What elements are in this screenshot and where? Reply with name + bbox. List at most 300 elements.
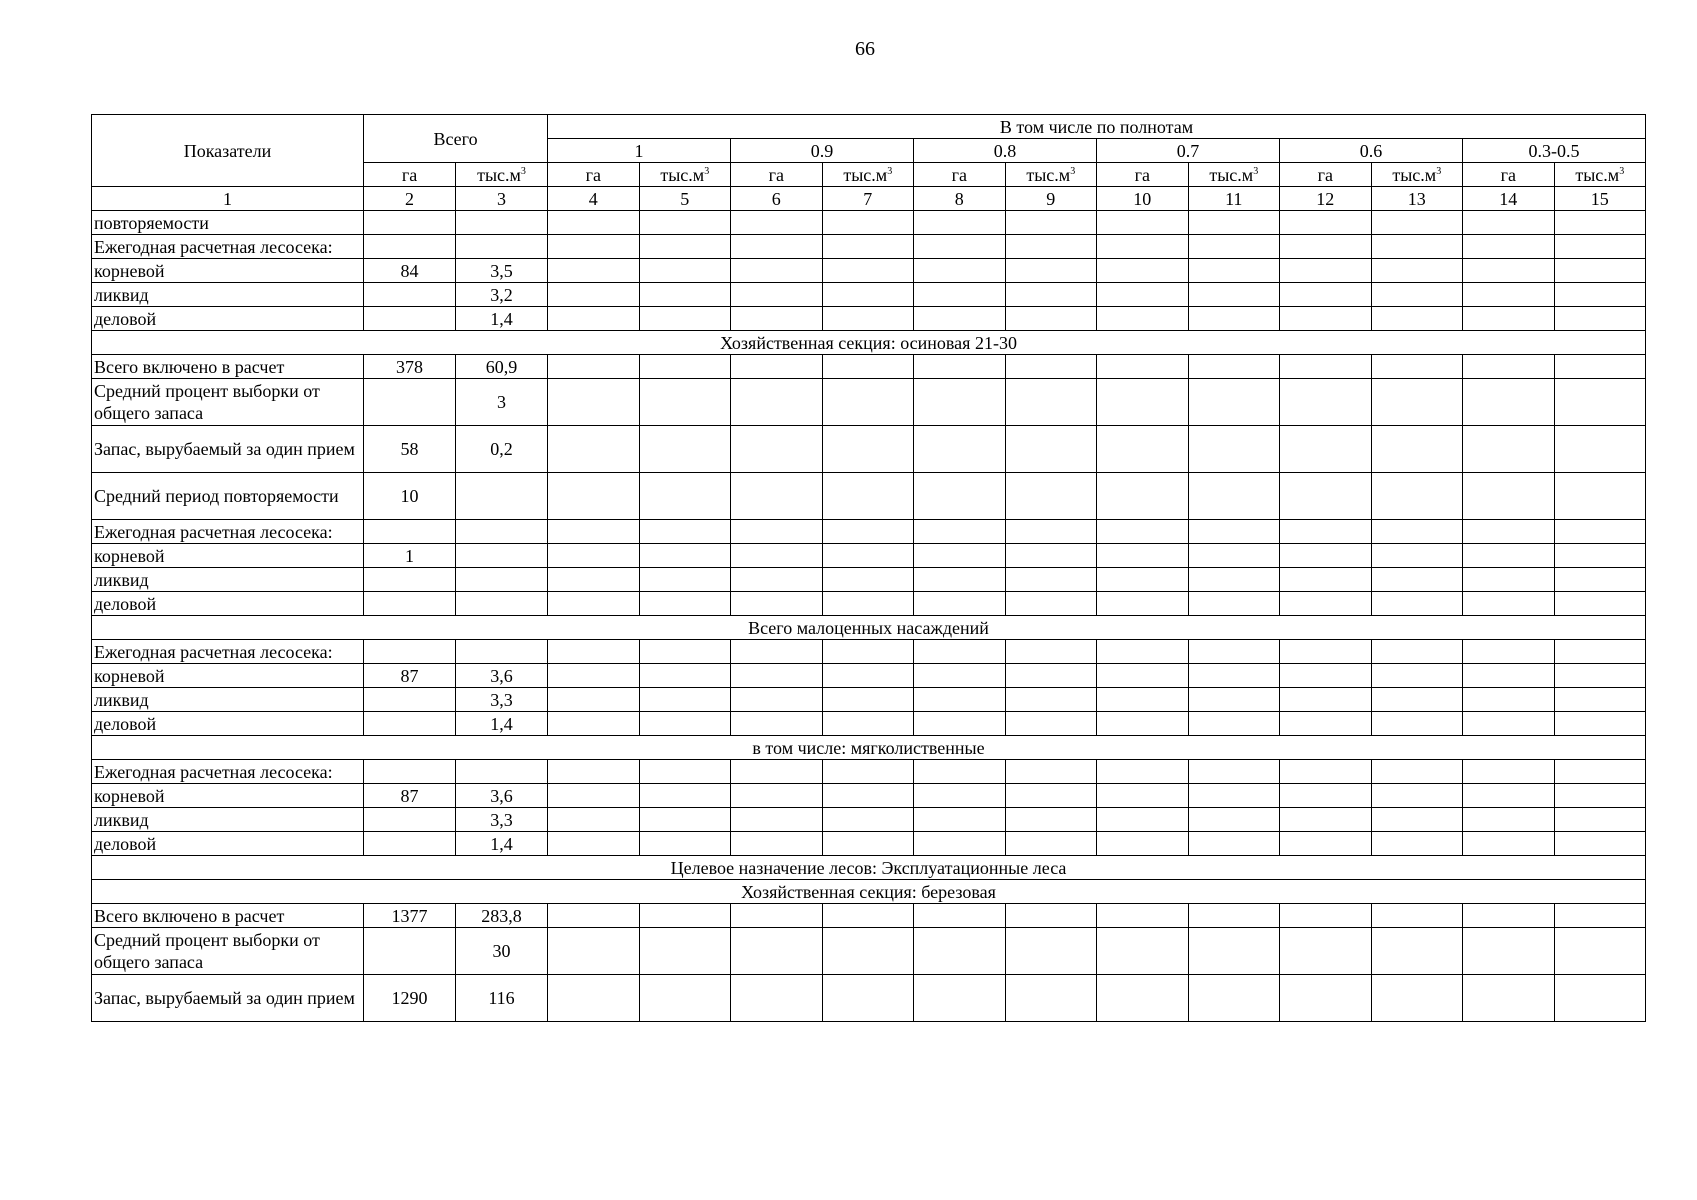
empty-cell [1097, 259, 1189, 283]
empty-cell [822, 688, 914, 712]
header-density-0: 1 [548, 139, 731, 163]
unit-volume [456, 163, 548, 187]
empty-cell [1097, 688, 1189, 712]
empty-cell [731, 808, 823, 832]
empty-cell [914, 235, 1006, 259]
empty-cell [731, 259, 823, 283]
empty-cell [639, 760, 731, 784]
value-total-volume: 3,5 [456, 259, 548, 283]
empty-cell [1188, 832, 1280, 856]
empty-cell [1371, 808, 1463, 832]
empty-cell [1554, 379, 1646, 426]
empty-cell [822, 664, 914, 688]
empty-cell [1280, 568, 1372, 592]
unit-volume-exponent: 3 [1436, 165, 1442, 177]
empty-cell [1188, 379, 1280, 426]
empty-cell [548, 592, 640, 616]
value-total-volume: 3 [456, 379, 548, 426]
empty-cell [639, 640, 731, 664]
empty-cell [1371, 283, 1463, 307]
empty-cell [914, 688, 1006, 712]
section-row [92, 736, 1646, 760]
header-density-4: 0.6 [1280, 139, 1463, 163]
row-label: Всего включено в расчет [92, 355, 364, 379]
empty-cell [1463, 259, 1555, 283]
empty-cell [1097, 355, 1189, 379]
empty-cell [1005, 544, 1097, 568]
column-number: 1 [92, 187, 364, 211]
empty-cell [822, 235, 914, 259]
empty-cell [1280, 784, 1372, 808]
empty-cell [1554, 211, 1646, 235]
empty-cell [822, 760, 914, 784]
empty-cell [1554, 592, 1646, 616]
value-total-ha [364, 520, 456, 544]
empty-cell [822, 904, 914, 928]
empty-cell [639, 592, 731, 616]
unit-volume-exponent: 3 [520, 165, 526, 177]
empty-cell [914, 664, 1006, 688]
value-total-volume: 3,3 [456, 688, 548, 712]
row-label: корневой [92, 784, 364, 808]
empty-cell [1463, 307, 1555, 331]
empty-cell [548, 808, 640, 832]
value-total-volume [456, 520, 548, 544]
row-label: Запас, вырубаемый за один прием [92, 426, 364, 473]
row-label: Ежегодная расчетная лесосека: [92, 760, 364, 784]
value-total-volume [456, 592, 548, 616]
empty-cell [1280, 760, 1372, 784]
table-row [92, 473, 1646, 520]
empty-cell [1188, 975, 1280, 1022]
empty-cell [1463, 544, 1555, 568]
empty-cell [1005, 235, 1097, 259]
empty-cell [1554, 235, 1646, 259]
empty-cell [1371, 426, 1463, 473]
unit-volume-text: тыс.м [1575, 164, 1620, 185]
value-total-ha: 1290 [364, 975, 456, 1022]
empty-cell [639, 808, 731, 832]
unit-ha: га [731, 163, 823, 187]
empty-cell [1463, 283, 1555, 307]
empty-cell [914, 520, 1006, 544]
empty-cell [914, 640, 1006, 664]
empty-cell [1280, 975, 1372, 1022]
value-total-ha: 1 [364, 544, 456, 568]
empty-cell [1005, 211, 1097, 235]
table-row [92, 568, 1646, 592]
empty-cell [914, 592, 1006, 616]
empty-cell [1280, 544, 1372, 568]
header-indicators: Показатели [92, 115, 364, 187]
empty-cell [1463, 832, 1555, 856]
empty-cell [822, 426, 914, 473]
empty-cell [731, 283, 823, 307]
row-label: Всего включено в расчет [92, 904, 364, 928]
table-row [92, 544, 1646, 568]
value-total-volume: 3,2 [456, 283, 548, 307]
empty-cell [914, 379, 1006, 426]
empty-cell [1371, 688, 1463, 712]
empty-cell [1463, 473, 1555, 520]
empty-cell [639, 784, 731, 808]
empty-cell [1188, 307, 1280, 331]
empty-cell [1463, 426, 1555, 473]
value-total-ha: 84 [364, 259, 456, 283]
empty-cell [1463, 379, 1555, 426]
unit-ha: га [914, 163, 1006, 187]
empty-cell [822, 211, 914, 235]
row-label: деловой [92, 712, 364, 736]
empty-cell [914, 784, 1006, 808]
empty-cell [1463, 592, 1555, 616]
empty-cell [822, 640, 914, 664]
value-total-ha [364, 928, 456, 975]
empty-cell [1188, 544, 1280, 568]
empty-cell [1188, 473, 1280, 520]
row-label: Ежегодная расчетная лесосека: [92, 520, 364, 544]
header-total: Всего [364, 115, 548, 163]
empty-cell [548, 259, 640, 283]
value-total-ha [364, 211, 456, 235]
page-number: 66 [855, 38, 875, 60]
empty-cell [1554, 568, 1646, 592]
unit-ha: га [1463, 163, 1555, 187]
empty-cell [914, 832, 1006, 856]
row-label: Средний период повторяемости [92, 473, 364, 520]
empty-cell [1554, 760, 1646, 784]
row-label: Средний процент выборки от общего запаса [92, 379, 364, 426]
empty-cell [1188, 760, 1280, 784]
column-number: 7 [822, 187, 914, 211]
empty-cell [1554, 928, 1646, 975]
empty-cell [1005, 259, 1097, 283]
empty-cell [822, 379, 914, 426]
table-row [92, 592, 1646, 616]
empty-cell [731, 928, 823, 975]
empty-cell [822, 712, 914, 736]
empty-cell [1005, 664, 1097, 688]
empty-cell [1463, 568, 1555, 592]
empty-cell [1280, 355, 1372, 379]
empty-cell [822, 307, 914, 331]
column-number: 4 [548, 187, 640, 211]
empty-cell [1280, 307, 1372, 331]
empty-cell [822, 473, 914, 520]
empty-cell [1280, 904, 1372, 928]
table-row [92, 808, 1646, 832]
empty-cell [1097, 283, 1189, 307]
empty-cell [731, 832, 823, 856]
column-number: 15 [1554, 187, 1646, 211]
empty-cell [1188, 235, 1280, 259]
empty-cell [1005, 808, 1097, 832]
empty-cell [1554, 808, 1646, 832]
empty-cell [731, 426, 823, 473]
empty-cell [548, 520, 640, 544]
table-row [92, 928, 1646, 975]
empty-cell [639, 259, 731, 283]
empty-cell [1463, 975, 1555, 1022]
empty-cell [548, 307, 640, 331]
empty-cell [1097, 640, 1189, 664]
empty-cell [1463, 520, 1555, 544]
empty-cell [731, 712, 823, 736]
empty-cell [1280, 211, 1372, 235]
empty-cell [1188, 808, 1280, 832]
empty-cell [1280, 379, 1372, 426]
value-total-volume: 116 [456, 975, 548, 1022]
unit-volume-text: тыс.м [660, 164, 705, 185]
value-total-volume [456, 211, 548, 235]
header-density-5: 0.3-0.5 [1463, 139, 1646, 163]
empty-cell [1280, 520, 1372, 544]
empty-cell [1463, 760, 1555, 784]
empty-cell [548, 426, 640, 473]
empty-cell [1005, 832, 1097, 856]
unit-volume [639, 163, 731, 187]
empty-cell [548, 664, 640, 688]
empty-cell [822, 832, 914, 856]
unit-volume-exponent: 3 [1253, 165, 1259, 177]
empty-cell [731, 307, 823, 331]
empty-cell [548, 975, 640, 1022]
empty-cell [1371, 259, 1463, 283]
empty-cell [1280, 426, 1372, 473]
value-total-volume: 60,9 [456, 355, 548, 379]
empty-cell [822, 283, 914, 307]
empty-cell [1005, 760, 1097, 784]
value-total-ha [364, 235, 456, 259]
empty-cell [1188, 211, 1280, 235]
empty-cell [914, 928, 1006, 975]
empty-cell [548, 832, 640, 856]
empty-cell [1371, 712, 1463, 736]
unit-volume [1005, 163, 1097, 187]
table-row [92, 975, 1646, 1022]
empty-cell [548, 928, 640, 975]
section-row [92, 331, 1646, 355]
empty-cell [1097, 808, 1189, 832]
row-label: корневой [92, 259, 364, 283]
empty-cell [639, 211, 731, 235]
table-row [92, 283, 1646, 307]
empty-cell [1554, 473, 1646, 520]
value-total-ha [364, 283, 456, 307]
empty-cell [822, 544, 914, 568]
value-total-volume: 1,4 [456, 832, 548, 856]
empty-cell [1463, 211, 1555, 235]
empty-cell [1463, 928, 1555, 975]
empty-cell [639, 307, 731, 331]
empty-cell [1188, 355, 1280, 379]
table-row [92, 259, 1646, 283]
empty-cell [639, 473, 731, 520]
empty-cell [1005, 640, 1097, 664]
empty-cell [1005, 592, 1097, 616]
empty-cell [1280, 928, 1372, 975]
empty-cell [731, 975, 823, 1022]
empty-cell [1554, 688, 1646, 712]
empty-cell [1188, 904, 1280, 928]
empty-cell [731, 760, 823, 784]
value-total-ha [364, 688, 456, 712]
empty-cell [1371, 235, 1463, 259]
empty-cell [1463, 808, 1555, 832]
empty-cell [914, 975, 1006, 1022]
empty-cell [1371, 520, 1463, 544]
empty-cell [1005, 379, 1097, 426]
empty-cell [1371, 975, 1463, 1022]
empty-cell [1371, 664, 1463, 688]
empty-cell [1097, 379, 1189, 426]
value-total-ha [364, 712, 456, 736]
empty-cell [639, 544, 731, 568]
empty-cell [548, 544, 640, 568]
section-title: Целевое назначение лесов: Эксплуатационные леса [92, 856, 1646, 880]
empty-cell [639, 379, 731, 426]
empty-cell [1188, 640, 1280, 664]
row-label: ликвид [92, 688, 364, 712]
unit-ha: га [1097, 163, 1189, 187]
empty-cell [822, 975, 914, 1022]
value-total-ha [364, 379, 456, 426]
empty-cell [822, 592, 914, 616]
empty-cell [1097, 235, 1189, 259]
header-density-3: 0.7 [1097, 139, 1280, 163]
unit-volume [822, 163, 914, 187]
empty-cell [822, 568, 914, 592]
value-total-ha [364, 640, 456, 664]
empty-cell [1005, 688, 1097, 712]
empty-cell [731, 235, 823, 259]
row-label: деловой [92, 307, 364, 331]
empty-cell [639, 355, 731, 379]
value-total-volume: 3,3 [456, 808, 548, 832]
empty-cell [914, 426, 1006, 473]
empty-cell [1280, 235, 1372, 259]
row-label: Средний процент выборки от общего запаса [92, 928, 364, 975]
column-number: 9 [1005, 187, 1097, 211]
empty-cell [1097, 664, 1189, 688]
empty-cell [1005, 426, 1097, 473]
empty-cell [1188, 784, 1280, 808]
column-number: 11 [1188, 187, 1280, 211]
empty-cell [639, 832, 731, 856]
empty-cell [1280, 473, 1372, 520]
empty-cell [731, 664, 823, 688]
empty-cell [914, 307, 1006, 331]
empty-cell [639, 664, 731, 688]
table-row [92, 904, 1646, 928]
empty-cell [639, 712, 731, 736]
table-row [92, 307, 1646, 331]
empty-cell [1188, 426, 1280, 473]
empty-cell [1097, 211, 1189, 235]
value-total-ha: 1377 [364, 904, 456, 928]
unit-volume-exponent: 3 [704, 165, 710, 177]
empty-cell [639, 904, 731, 928]
empty-cell [1554, 283, 1646, 307]
column-number: 10 [1097, 187, 1189, 211]
value-total-volume: 1,4 [456, 712, 548, 736]
value-total-ha: 87 [364, 664, 456, 688]
unit-volume [1371, 163, 1463, 187]
empty-cell [1097, 568, 1189, 592]
value-total-ha: 10 [364, 473, 456, 520]
empty-cell [1280, 640, 1372, 664]
empty-cell [914, 211, 1006, 235]
empty-cell [1097, 784, 1189, 808]
empty-cell [1463, 640, 1555, 664]
empty-cell [731, 544, 823, 568]
empty-cell [1371, 592, 1463, 616]
empty-cell [1097, 426, 1189, 473]
empty-cell [1554, 426, 1646, 473]
header-density-2: 0.8 [914, 139, 1097, 163]
table-row [92, 832, 1646, 856]
row-label: повторяемости [92, 211, 364, 235]
empty-cell [1371, 211, 1463, 235]
empty-cell [1005, 784, 1097, 808]
empty-cell [1097, 904, 1189, 928]
column-number: 13 [1371, 187, 1463, 211]
cutting-area-table [91, 114, 1646, 1022]
empty-cell [1097, 832, 1189, 856]
empty-cell [914, 259, 1006, 283]
empty-cell [1005, 975, 1097, 1022]
value-total-volume [456, 760, 548, 784]
empty-cell [914, 808, 1006, 832]
empty-cell [914, 355, 1006, 379]
unit-volume-text: тыс.м [1209, 164, 1254, 185]
table-row [92, 426, 1646, 473]
empty-cell [731, 568, 823, 592]
row-label: корневой [92, 664, 364, 688]
empty-cell [731, 904, 823, 928]
empty-cell [548, 211, 640, 235]
empty-cell [1188, 688, 1280, 712]
column-number: 6 [731, 187, 823, 211]
row-label: деловой [92, 832, 364, 856]
column-number: 5 [639, 187, 731, 211]
empty-cell [1463, 235, 1555, 259]
empty-cell [1554, 355, 1646, 379]
value-total-ha [364, 808, 456, 832]
empty-cell [639, 426, 731, 473]
empty-cell [1371, 928, 1463, 975]
empty-cell [731, 473, 823, 520]
empty-cell [822, 808, 914, 832]
table-row [92, 211, 1646, 235]
unit-volume [1554, 163, 1646, 187]
table-row [92, 640, 1646, 664]
section-title: в том числе: мягколиственные [92, 736, 1646, 760]
table-row [92, 379, 1646, 426]
empty-cell [914, 568, 1006, 592]
value-total-volume: 1,4 [456, 307, 548, 331]
empty-cell [1463, 664, 1555, 688]
empty-cell [1554, 832, 1646, 856]
value-total-volume: 3,6 [456, 784, 548, 808]
empty-cell [1371, 784, 1463, 808]
empty-cell [1005, 473, 1097, 520]
unit-volume-text: тыс.м [1026, 164, 1071, 185]
empty-cell [1005, 904, 1097, 928]
empty-cell [548, 283, 640, 307]
empty-cell [1005, 283, 1097, 307]
value-total-ha [364, 592, 456, 616]
